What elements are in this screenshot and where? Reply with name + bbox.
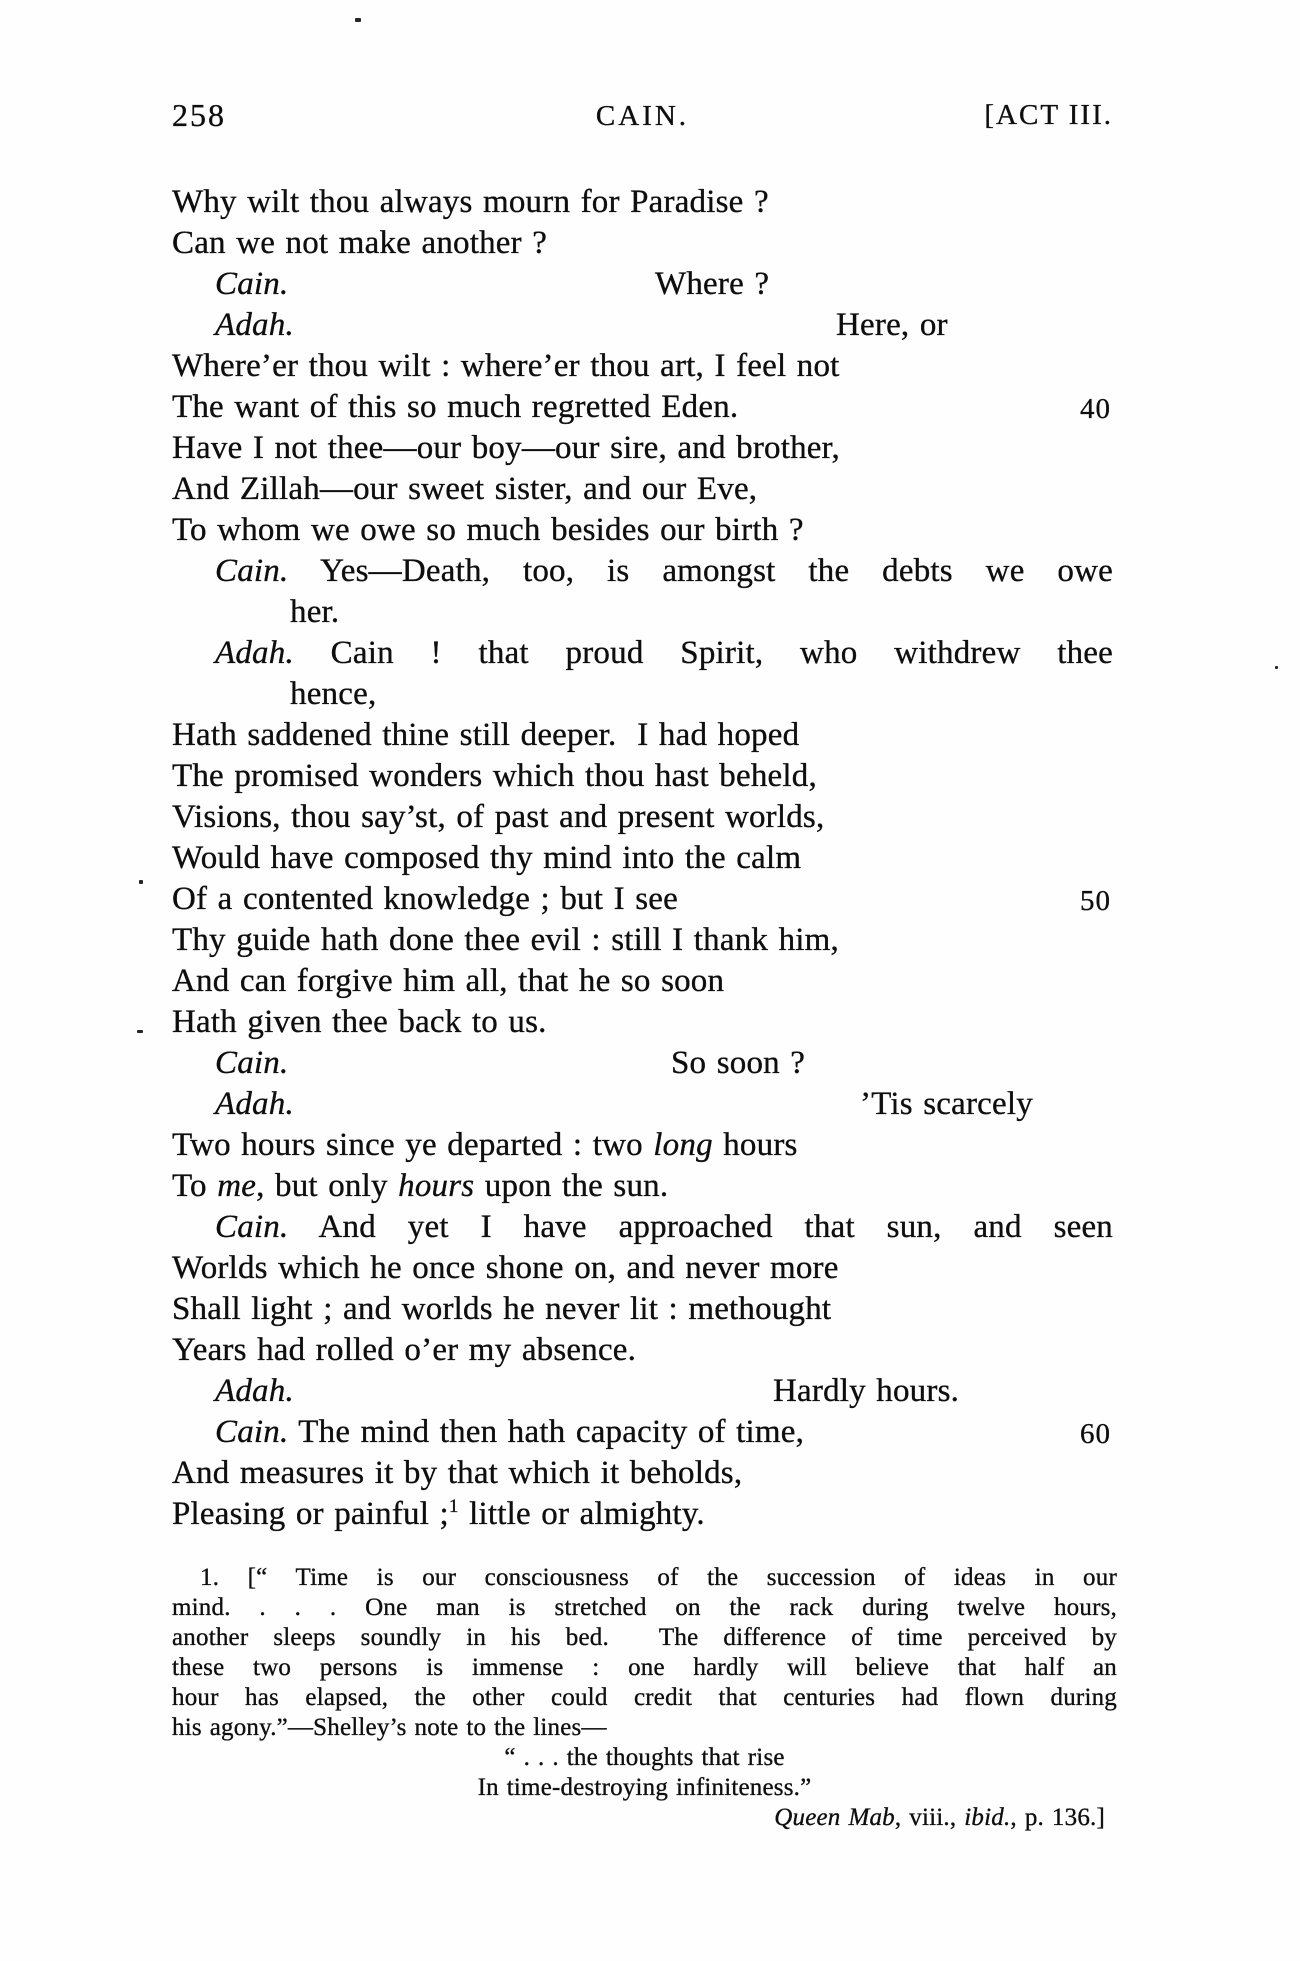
footnote-line [172,1623,1117,1653]
speaker-name: Adah. [215,635,294,671]
emphasized-text: hours [398,1168,475,1204]
running-title: CAIN. [595,100,690,132]
text-segment: Of a contented knowledge ; but I see [172,881,678,917]
text-segment: To [172,1168,218,1204]
text-segment: Two hours since ye departed : two [172,1127,654,1163]
text-segment: The mind then hath capacity of time, [288,1414,805,1450]
verse-line [172,1166,1113,1207]
verse-line [172,1125,1113,1166]
text-segment: , but only [256,1168,399,1204]
text-segment: these two persons is immense : one hardly will believe that half an [172,1654,1117,1681]
verse-line [172,387,1113,428]
hanging-half-line: Where ? [655,266,770,302]
text-segment: Hath given thee back to us. [172,1004,547,1040]
speaker-name: Cain. [215,553,289,589]
text-segment: , viii., [894,1804,965,1831]
verse-line-number: 50 [1080,885,1111,917]
text-segment: little or almighty. [458,1496,705,1532]
page-number: 258 [172,97,226,133]
verse-line-number: 40 [1080,393,1111,425]
text-segment: Yes—Death, too, is amongst the debts we owe [288,553,1113,589]
text-segment: “ . . . the thoughts that rise [504,1744,785,1771]
text-segment: Where’er thou wilt : where’er thou art, I feel not [172,348,840,384]
verse-line [172,346,1113,387]
footnote-line [172,1683,1117,1713]
speaker-name: Adah. [215,1373,294,1409]
text-segment: And can forgive him all, that he so soon [172,963,725,999]
text-segment: his agony.”—Shelley’s note to the lines— [172,1714,607,1741]
footnote-line [172,1803,1117,1833]
text-segment: Would have composed thy mind into the calm [172,840,802,876]
verse-line [172,633,1113,674]
verse-line [172,592,1113,633]
text-segment: Worlds which he once shone on, and never more [172,1250,839,1286]
verse-line [172,797,1113,838]
verse-line [172,305,1113,346]
emphasized-text: me [217,1168,257,1204]
verse-line [172,1494,1113,1535]
text-segment: Hath saddened thine still deeper. I had hoped [172,717,800,753]
hanging-half-line: ’Tis scarcely [860,1086,1033,1122]
verse-line [172,961,1113,1002]
footnote-line [172,1563,1117,1593]
text-segment: upon the sun. [474,1168,669,1204]
speaker-name: Cain. [215,1414,289,1450]
verse-line [172,1412,1113,1453]
scan-speck [1275,666,1278,669]
verse-line [172,920,1113,961]
text-segment: hours [712,1127,798,1163]
speaker-name: Cain. [215,1209,289,1245]
verse-line [172,879,1113,920]
text-segment: mind. . . . One man is stretched on the rack during twelve hours, [172,1594,1117,1621]
text-segment: And yet I have approached that sun, and seen [288,1209,1113,1245]
hanging-half-line: Here, or [836,307,948,343]
speaker-name: Adah. [215,1086,294,1122]
text-segment: Pleasing or painful ; [172,1496,449,1532]
verse-line [172,510,1113,551]
text-segment: another sleeps soundly in his bed. The difference of time perceived by [172,1624,1117,1651]
text-segment: Visions, thou say’st, of past and present worlds, [172,799,825,835]
text-segment: her. [290,594,340,630]
verse-line [172,264,1113,305]
scan-speck [139,880,143,884]
verse-line [172,1289,1113,1330]
speaker-name: Cain. [215,1045,289,1081]
emphasized-text: Queen Mab [774,1804,895,1831]
text-segment: Can we not make another ? [172,225,548,261]
text-segment: Why wilt thou always mourn for Paradise ? [172,184,769,220]
footnote-marker: 1 [448,1496,459,1517]
verse-line [172,551,1113,592]
verse-line [172,223,1113,264]
verse-line [172,1002,1113,1043]
text-segment: 1. [“ Time is our consciousness of the succession of ideas in our [200,1564,1117,1591]
verse-line [172,1330,1113,1371]
text-segment: And measures it by that which it beholds, [172,1455,743,1491]
text-segment: Thy guide hath done thee evil : still I thank him, [172,922,839,958]
footnote-line [172,1743,1117,1773]
text-segment: In time-destroying infiniteness.” [477,1774,812,1801]
footnote-line [172,1713,1117,1743]
footnote-line [172,1653,1117,1683]
verse-line [172,838,1113,879]
hanging-half-line: So soon ? [671,1045,806,1081]
verse-line [172,182,1113,223]
verse-line [172,1371,1113,1412]
text-segment: Shall light ; and worlds he never lit : methought [172,1291,832,1327]
verse-line [172,1248,1113,1289]
speaker-name: Adah. [215,307,294,343]
verse-line [172,469,1113,510]
verse-line-number: 60 [1080,1418,1111,1450]
act-label: [ACT III. [984,99,1113,131]
verse-line [172,428,1113,469]
footnote-line [172,1773,1117,1803]
text-segment: Years had rolled o’er my absence. [172,1332,637,1368]
scan-speck [355,18,361,22]
text-segment: Have I not thee—our boy—our sire, and brother, [172,430,840,466]
verse-line [172,674,1113,715]
scan-speck [137,1030,143,1033]
speaker-name: Cain. [215,266,289,302]
text-segment: hence, [290,676,377,712]
footnote-line [172,1593,1117,1623]
verse-line [172,1207,1113,1248]
text-segment: And Zillah—our sweet sister, and our Eve, [172,471,758,507]
verse-line [172,756,1113,797]
text-segment: , p. 136.] [1010,1804,1105,1831]
text-segment: Cain ! that proud Spirit, who withdrew thee [293,635,1113,671]
text-segment: hour has elapsed, the other could credit that centuries had flown during [172,1684,1117,1711]
emphasized-text: ibid. [964,1804,1011,1831]
verse-text-block [172,182,1113,1535]
text-segment: The promised wonders which thou hast beheld, [172,758,817,794]
page-header [172,95,1113,139]
verse-line [172,1043,1113,1084]
verse-line [172,715,1113,756]
hanging-half-line: Hardly hours. [773,1373,960,1409]
emphasized-text: long [653,1127,713,1163]
text-segment: To whom we owe so much besides our birth ? [172,512,804,548]
verse-line [172,1453,1113,1494]
verse-line [172,1084,1113,1125]
footnote-block [172,1563,1117,1833]
text-segment: The want of this so much regretted Eden. [172,389,739,425]
